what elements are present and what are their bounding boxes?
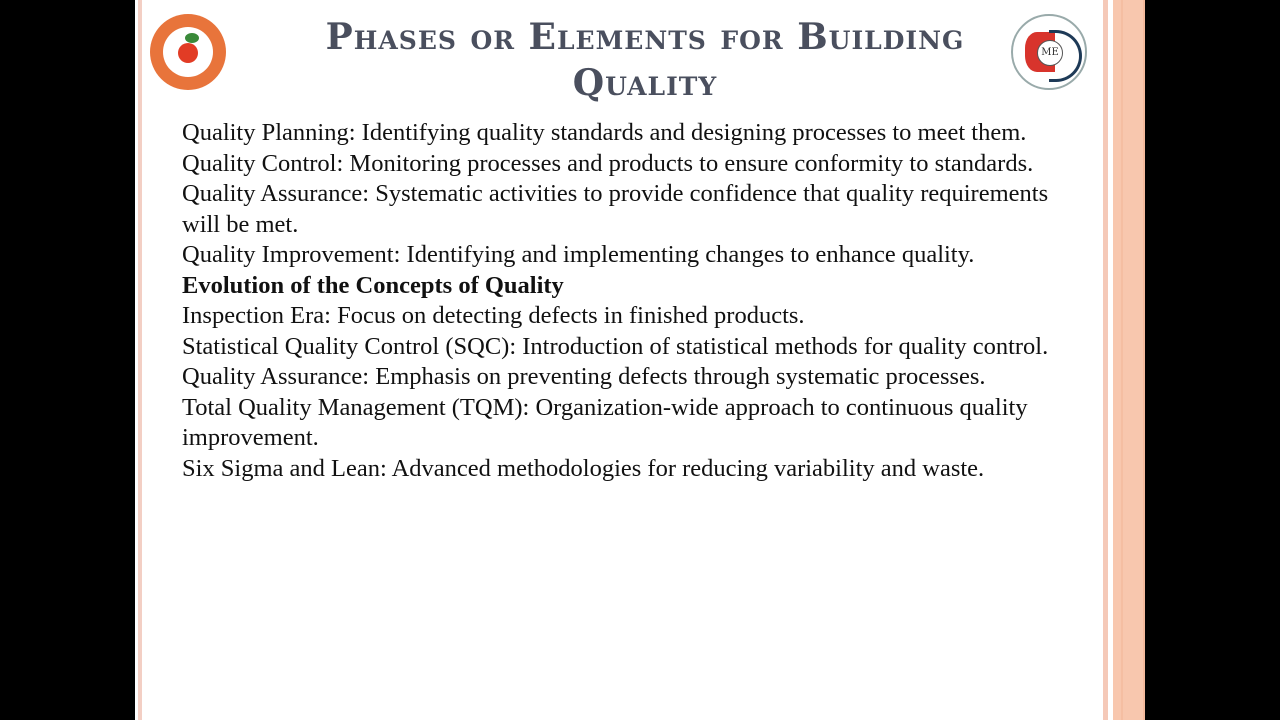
section-heading: Evolution of the Concepts of Quality — [182, 271, 564, 299]
body-line: Statistical Quality Control (SQC): Introduction of statistical methods for quality control. — [182, 332, 1049, 360]
mechanical-dept-logo: ME — [1011, 14, 1087, 90]
slide-body — [182, 118, 1082, 484]
body-line: Inspection Era: Focus on detecting defects in finished products. — [182, 302, 805, 329]
right-border-band — [1113, 0, 1145, 720]
body-line: Quality Assurance: Systematic activities to provide confidence that quality requirements will be met. — [182, 180, 1049, 238]
body-line: Quality Control: Monitoring processes and products to ensure conformity to standards. — [182, 149, 1034, 177]
body-line: Quality Planning: Identifying quality standards and designing processes to meet them. — [182, 119, 1027, 146]
right-border-stripe — [1103, 0, 1108, 720]
left-border-stripe — [138, 0, 142, 720]
slide-title: Phases or Elements for Building Quality — [325, 16, 965, 104]
body-line: Quality Assurance: Emphasis on preventing defects through systematic processes. — [182, 363, 986, 390]
sjbit-logo — [150, 14, 226, 90]
body-line: Quality Improvement: Identifying and implementing changes to enhance quality. — [182, 241, 975, 268]
body-line: Six Sigma and Lean: Advanced methodologies for reducing variability and waste. — [182, 454, 985, 482]
slide — [135, 0, 1145, 720]
body-line: Total Quality Management (TQM): Organization-wide approach to continuous quality improvement. — [182, 393, 1028, 451]
